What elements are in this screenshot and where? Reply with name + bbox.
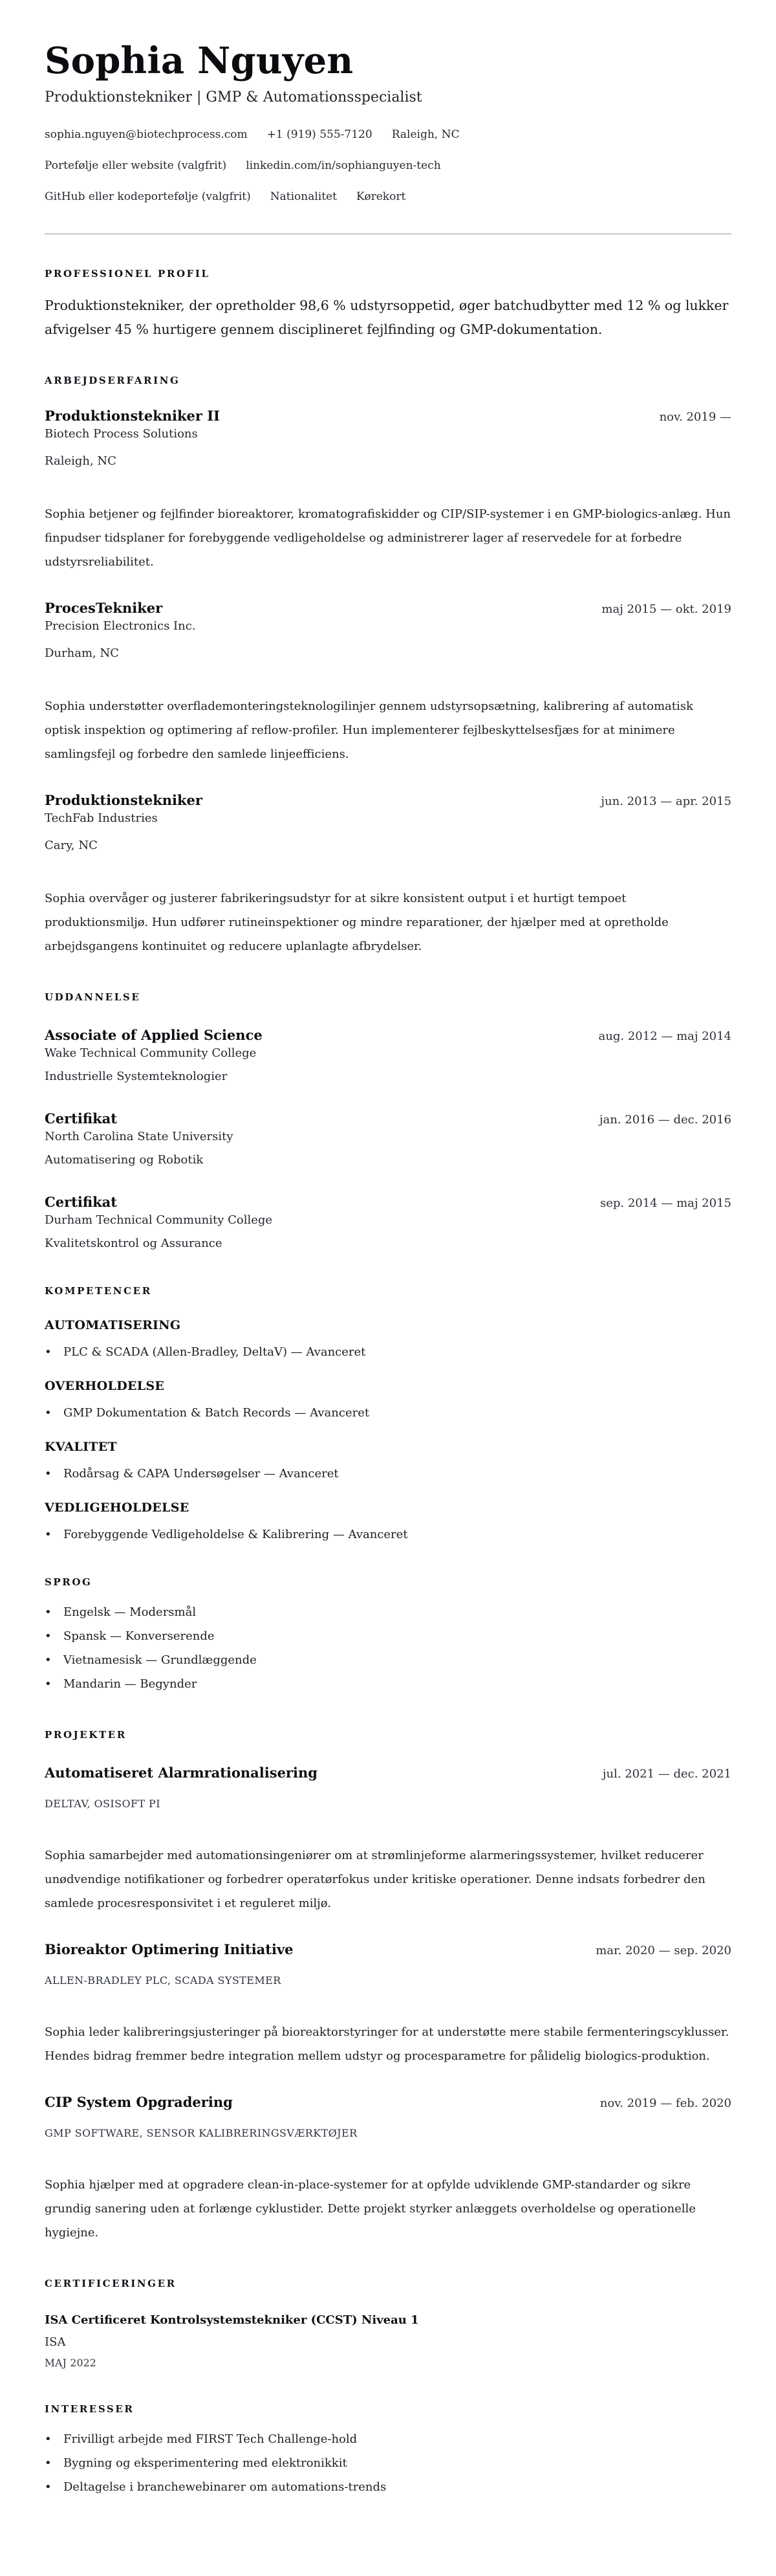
project-item xyxy=(45,1940,731,2068)
skill-group-title: AUTOMATISERING xyxy=(45,1318,181,1332)
section-title-projects: PROJEKTER xyxy=(45,1729,127,1741)
education-dates: sep. 2014 — maj 2015 xyxy=(599,1196,731,1210)
project-description: Sophia leder kalibreringsjusteringer på bioreaktorstyringer for at understøtte mere stabile fermenteringscyklusser. Hendes bidrag fremmer bedre integration mellem udstyr og procesparametre for pålidelig biologics-produktion. xyxy=(45,2025,729,2063)
job-title: Produktionstekniker II xyxy=(45,408,220,424)
contact-linkedin[interactable]: linkedin.com/in/sophianguyen-tech xyxy=(246,159,441,172)
profile-summary: Produktionstekniker, der opretholder 98,6 % udstyrsoppetid, øger batchudbytter med 12 % og lukker afvigelser 45 % hurtigere gennem disciplineret fejlfinding og GMP-dokumentation. xyxy=(45,298,729,337)
degree-title: Certifikat xyxy=(45,1110,117,1127)
job-location: Durham, NC xyxy=(45,646,119,660)
section-title-profile: PROFESSIONEL PROFIL xyxy=(45,268,210,280)
project-tech-stack: ALLEN-BRADLEY PLC, SCADA SYSTEMER xyxy=(45,1974,281,1987)
experience-item xyxy=(45,791,731,958)
language-item: • Spansk — Konverserende xyxy=(45,1624,731,1648)
job-dates: jun. 2013 — apr. 2015 xyxy=(601,795,731,808)
project-description: Sophia hjælper med at opgradere clean-in-place-systemer for at opfylde udviklende GMP-standarder og sikre grundig sanering uden at forlænge cyklustider. Dette projekt styrker anlæggets overholdelse og operationelle hygiejne. xyxy=(45,2178,696,2240)
project-description: Sophia samarbejder med automationsingeniører om at strømlinjeforme alarmeringssystemer, hvilket reducerer unødvendige notifikationer og forbedrer operatørfokus under kritiske operationer. Denne indsats forbedrer den samlede procesresponsivitet i et reguleret miljø. xyxy=(45,1849,706,1910)
contact-row xyxy=(45,158,731,173)
section-title-skills: KOMPETENCER xyxy=(45,1285,152,1297)
field-of-study: Kvalitetskontrol og Assurance xyxy=(45,1237,222,1250)
experience-item xyxy=(45,599,731,766)
degree-title: Certifikat xyxy=(45,1194,117,1210)
project-title: Bioreaktor Optimering Initiative xyxy=(45,1941,294,1957)
skill-group xyxy=(45,1378,731,1422)
project-item xyxy=(45,1763,731,1915)
skill-item: • Forebyggende Vedligeholdelse & Kalibrering — Avanceret xyxy=(45,1526,731,1543)
language-item: • Mandarin — Begynder xyxy=(45,1672,731,1696)
contact-phone[interactable]: +1 (919) 555-7120 xyxy=(266,128,372,141)
interest-item: • Bygning og eksperimentering med elektronikkit xyxy=(45,2451,731,2475)
section-title-education: UDDANNELSE xyxy=(45,991,141,1003)
field-of-study: Industrielle Systemteknologier xyxy=(45,1070,228,1083)
profile-section xyxy=(45,267,731,342)
education-dates: jan. 2016 — dec. 2016 xyxy=(599,1113,731,1127)
job-location: Raleigh, NC xyxy=(45,454,116,468)
interest-item: • Frivilligt arbejde med FIRST Tech Challenge-hold xyxy=(45,2427,731,2451)
project-tech-stack: GMP SOFTWARE, SENSOR KALIBRERINGSVÆRKTØJER xyxy=(45,2127,358,2139)
skill-group xyxy=(45,1317,731,1361)
languages-section xyxy=(45,1576,731,1696)
skill-item: • GMP Dokumentation & Batch Records — Avanceret xyxy=(45,1405,731,1422)
interest-item: • Deltagelse i branchewebinarer om automations-trends xyxy=(45,2475,731,2499)
skill-group-title: OVERHOLDELSE xyxy=(45,1379,165,1393)
skill-item: • Rodårsag & CAPA Undersøgelser — Avanceret xyxy=(45,1466,731,1482)
job-description: Sophia understøtter overflademonteringsteknologilinjer gennem udstyrsopsætning, kalibrering af automatisk optisk inspektion og optimering af reflow-profiler. Hun implementerer fejlbeskyttelsesfjæs for at minimere samlingsfejl og forbedre den samlede linjeefficiens. xyxy=(45,699,693,761)
education-item xyxy=(45,1026,731,1085)
contact-github[interactable]: GitHub eller kodeportefølje (valgfrit) xyxy=(45,190,251,203)
certification-issuer: ISA xyxy=(45,2335,66,2349)
certification-title: ISA Certificeret Kontrolsystemstekniker (CCST) Niveau 1 xyxy=(45,2313,419,2327)
contact-row xyxy=(45,189,731,204)
skill-group xyxy=(45,1499,731,1543)
projects-section xyxy=(45,1728,731,2245)
contact-row xyxy=(45,127,731,142)
experience-section xyxy=(45,374,731,958)
section-title-experience: ARBEJDSERFARING xyxy=(45,375,180,386)
candidate-name: Sophia Nguyen xyxy=(45,39,354,82)
candidate-headline: Produktionstekniker | GMP & Automationsspecialist xyxy=(45,89,422,105)
header-divider xyxy=(45,233,731,235)
school-name: North Carolina State University xyxy=(45,1130,233,1143)
education-section xyxy=(45,991,731,1252)
section-title-languages: SPROG xyxy=(45,1576,92,1588)
education-item xyxy=(45,1109,731,1169)
certification-date: MAJ 2022 xyxy=(45,2357,97,2369)
job-company: Biotech Process Solutions xyxy=(45,427,198,441)
certification-item xyxy=(45,2312,731,2370)
job-dates: nov. 2019 — xyxy=(659,410,731,424)
project-dates: nov. 2019 — feb. 2020 xyxy=(599,2097,731,2110)
project-tech-stack: DELTAV, OSISOFT PI xyxy=(45,1798,160,1810)
education-dates: aug. 2012 — maj 2014 xyxy=(598,1029,731,1043)
contact-email[interactable]: sophia.nguyen@biotechprocess.com xyxy=(45,128,248,141)
skill-item: • PLC & SCADA (Allen-Bradley, DeltaV) — Avanceret xyxy=(45,1344,731,1361)
contact-nationality: Nationalitet xyxy=(270,190,337,203)
skill-group xyxy=(45,1438,731,1482)
contact-portfolio[interactable]: Portefølje eller website (valgfrit) xyxy=(45,159,227,172)
degree-title: Associate of Applied Science xyxy=(45,1027,263,1043)
skill-group-title: VEDLIGEHOLDELSE xyxy=(45,1501,189,1515)
resume-header xyxy=(45,36,731,204)
field-of-study: Automatisering og Robotik xyxy=(45,1153,204,1167)
skill-group-title: KVALITET xyxy=(45,1440,117,1454)
job-description: Sophia overvåger og justerer fabrikeringsudstyr for at sikre konsistent output i et hurtigt tempoet produktionsmiljø. Hun udfører rutineinspektioner og mindre reparationer, der hjælper med at opretholde arbejdsgangens kontinuitet og reducere uplanlagte afbrydelser. xyxy=(45,892,669,953)
experience-item xyxy=(45,406,731,574)
project-title: CIP System Opgradering xyxy=(45,2094,233,2110)
school-name: Wake Technical Community College xyxy=(45,1046,257,1060)
school-name: Durham Technical Community College xyxy=(45,1213,273,1227)
project-dates: mar. 2020 — sep. 2020 xyxy=(596,1944,731,1957)
job-description: Sophia betjener og fejlfinder bioreaktorer, kromatografiskidder og CIP/SIP-systemer i en GMP-biologics-anlæg. Hun finpudser tidsplaner for forebyggende vedligeholdelse og administrerer lager af reservedele for at forbedre udstyrsreliabilitet. xyxy=(45,507,731,569)
project-title: Automatiseret Alarmrationalisering xyxy=(45,1765,318,1781)
job-company: TechFab Industries xyxy=(45,811,158,825)
job-company: Precision Electronics Inc. xyxy=(45,619,196,633)
certifications-section xyxy=(45,2277,731,2370)
job-dates: maj 2015 — okt. 2019 xyxy=(601,602,731,616)
project-item xyxy=(45,2093,731,2245)
skills-section xyxy=(45,1284,731,1543)
section-title-certifications: CERTIFICERINGER xyxy=(45,2278,177,2289)
education-item xyxy=(45,1193,731,1252)
language-item: • Engelsk — Modersmål xyxy=(45,1600,731,1624)
job-location: Cary, NC xyxy=(45,839,98,852)
contact-location: Raleigh, NC xyxy=(391,128,460,141)
interests-section xyxy=(45,2403,731,2499)
job-title: Produktionstekniker xyxy=(45,792,202,808)
language-item: • Vietnamesisk — Grundlæggende xyxy=(45,1648,731,1672)
section-title-interests: INTERESSER xyxy=(45,2403,135,2415)
job-title: ProcesTekniker xyxy=(45,600,163,616)
project-dates: jul. 2021 — dec. 2021 xyxy=(602,1767,731,1781)
contact-drivers-license: Kørekort xyxy=(356,190,406,203)
